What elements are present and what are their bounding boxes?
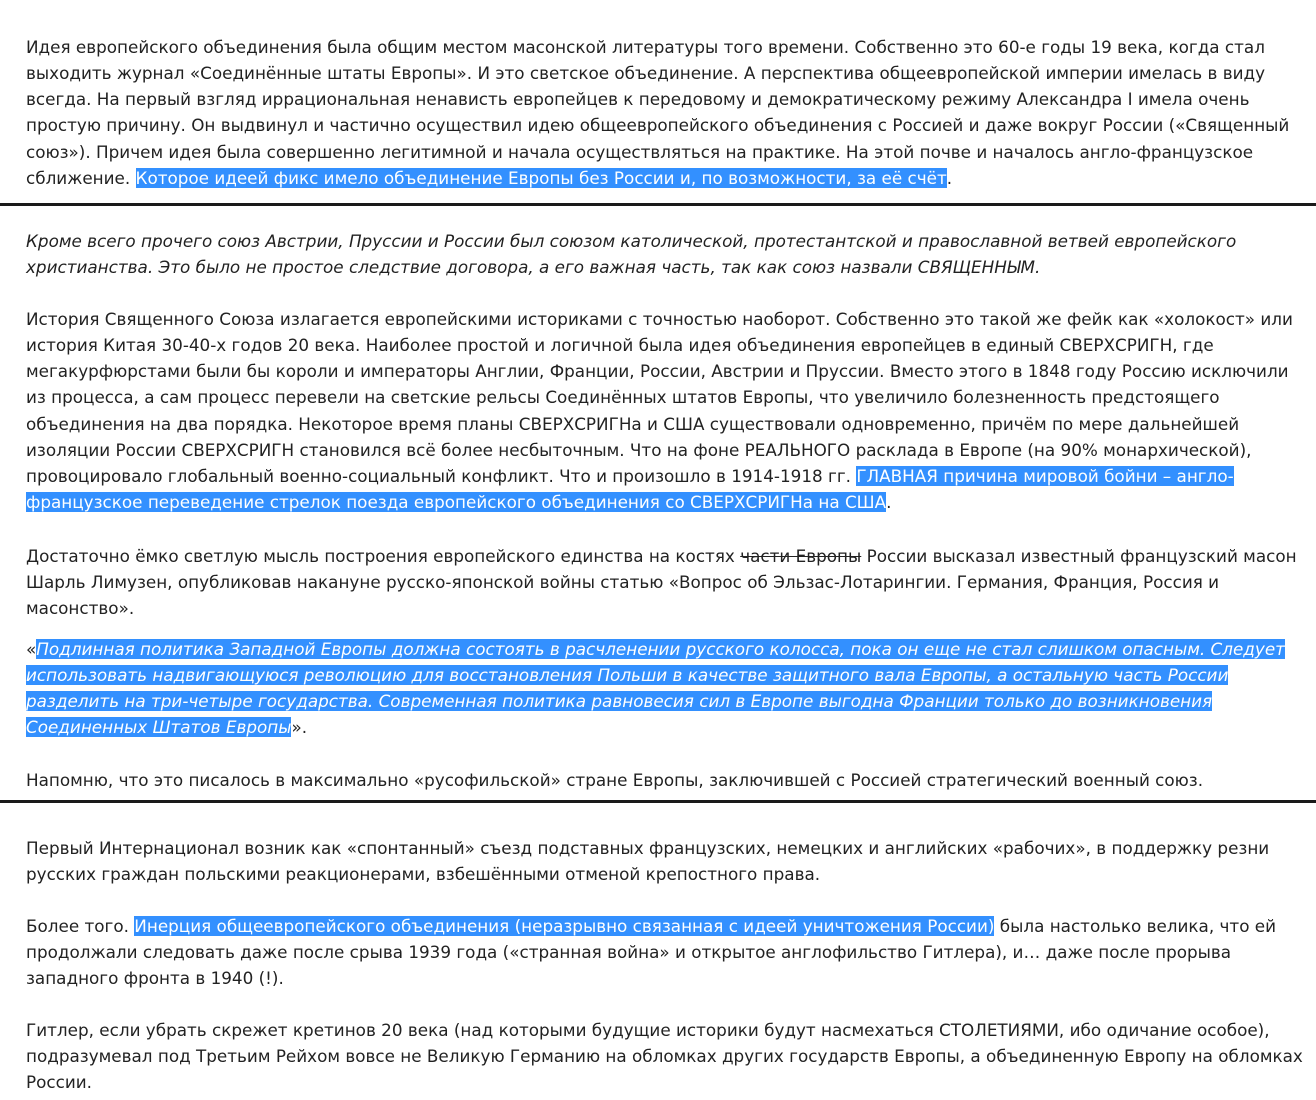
section-divider: [0, 203, 1316, 206]
strikethrough-text: части Европы: [740, 545, 862, 566]
highlighted-text: Которое идеей фикс имело объединение Европы без России и, по возможности, за её счёт: [135, 167, 947, 188]
text-run: .: [886, 492, 892, 513]
text-run: России высказал известный французский масон Шарль Лимузен, опубликовав накануне русско-японской войны статью «Вопрос об Эльзас-Лотарингии. Германия, Франция, Россия и масонство».: [26, 545, 1297, 619]
highlighted-text: ГЛАВНАЯ причина мировой бойни – англо-французское переведение стрелок поезда европейского объединения со СВЕРХСРИГНа на США: [26, 466, 1234, 513]
text-run: Гитлер, если убрать скрежет кретинов 20 века (над которыми будущие историки будут насмехаться СТОЛЕТИЯМИ, ибо одичание особое), подразумевал под Третьим Рейхом вовсе не Великую Германию на обломках других государств Европы, а объединенную Европу на обломках России.: [26, 1019, 1303, 1093]
paragraph-limousin-quote: [26, 636, 1308, 741]
text-run: «: [26, 638, 37, 659]
text-run: Напомню, что это писалось в максимально «русофильской» стране Европы, заключившей с Россией стратегический военный союз.: [26, 769, 1204, 790]
text-run: Более того.: [26, 915, 135, 936]
highlighted-text: Инерция общеевропейского объединения (неразрывно связанная с идеей уничтожения России): [134, 915, 995, 936]
text-run: Первый Интернационал возник как «спонтанный» съезд подставных французских, немецких и английских «рабочих», в поддержку резни русских граждан польскими реакционерами, взбешёнными отменой крепостного права.: [26, 837, 1270, 884]
paragraph-european-unification: [26, 34, 1308, 191]
text-run: История Священного Союза излагается европейскими историками с точностью наоборот. Собственно это такой же фейк как «холокост» или история Китая 30-40-х годов 20 века. Наиболее простой и логичной была идея объединения европейцев в единый СВЕРХСРИГН, где мегакурфюрстами были бы короли и императоры Англии, Франции, России, Австрии и Пруссии. Вместо этого в 1848 году Россию исключили из процесса, а сам процесс перевели на светские рельсы Соединённых штатов Европы, что увеличило болезненность предстоящего объединения на два порядка. Некоторое время планы СВЕРХСРИГНа и США существовали одновременно, причём по мере дальнейшей изоляции России СВЕРХСРИГН становился всё более несбыточным. Что на фоне РЕАЛЬНОГО расклада в Европе (на 90% монархической), провоцировало глобальный военно-социальный конфликт. Что и произошло в 1914-1918 гг.: [26, 308, 1293, 487]
paragraph-holy-alliance-italic: [26, 228, 1308, 280]
paragraph-first-international: [26, 835, 1308, 887]
text-run: была настолько велика, что ей продолжали следовать даже после срыва 1939 года («странная война» и открытое англофильство Гитлера), и… даже после прорыва западного фронта в 1940 (!).: [26, 915, 1277, 989]
paragraph-limousin-intro: [26, 543, 1308, 622]
paragraph-inertia: [26, 913, 1308, 992]
highlighted-text: Подлинная политика Западной Европы должна состоять в расчленении русского колосса, пока он еще не стал слишком опасным. Следует использовать надвигающуюся революцию для восстановления Польши в качестве защитного вала Европы, а остальную часть России разделить на три-четыре государства. Современная политика равновесия сил в Европе выгодна Франции только до возникновения Соединенных Штатов Европы: [26, 638, 1285, 738]
text-run: ».: [291, 717, 308, 738]
paragraph-holy-union-history: [26, 306, 1308, 516]
section-divider: [0, 800, 1316, 803]
text-run: Идея европейского объединения была общим местом масонской литературы того времени. Собственно это 60-е годы 19 века, когда стал выходить журнал «Соединённые штаты Европы». И это светское объединение. А перспектива общеевропейской империи имелась в виду всегда. На первый взгляд иррациональная ненависть европейцев к передовому и демократическому режиму Александра I имела очень простую причину. Он выдвинул и частично осуществил идею общеевропейского объединения с Россией и даже вокруг России («Священный союз»). Причем идея была совершенно легитимной и начала осуществляться на практике. На этой почве и началось англо-французское сближение.: [26, 36, 1290, 188]
italic-text: Кроме всего прочего союз Австрии, Пруссии и России был союзом католической, протестантской и православной ветвей европейского христианства. Это было не простое следствие договора, а его важная часть, так как союз назвали СВЯЩЕННЫМ.: [26, 230, 1237, 277]
paragraph-hitler-reich: [26, 1017, 1308, 1096]
paragraph-reminder: [26, 767, 1308, 793]
text-run: .: [946, 167, 953, 188]
text-run: Достаточно ёмко светлую мысль построения европейского единства на костях: [26, 545, 741, 566]
